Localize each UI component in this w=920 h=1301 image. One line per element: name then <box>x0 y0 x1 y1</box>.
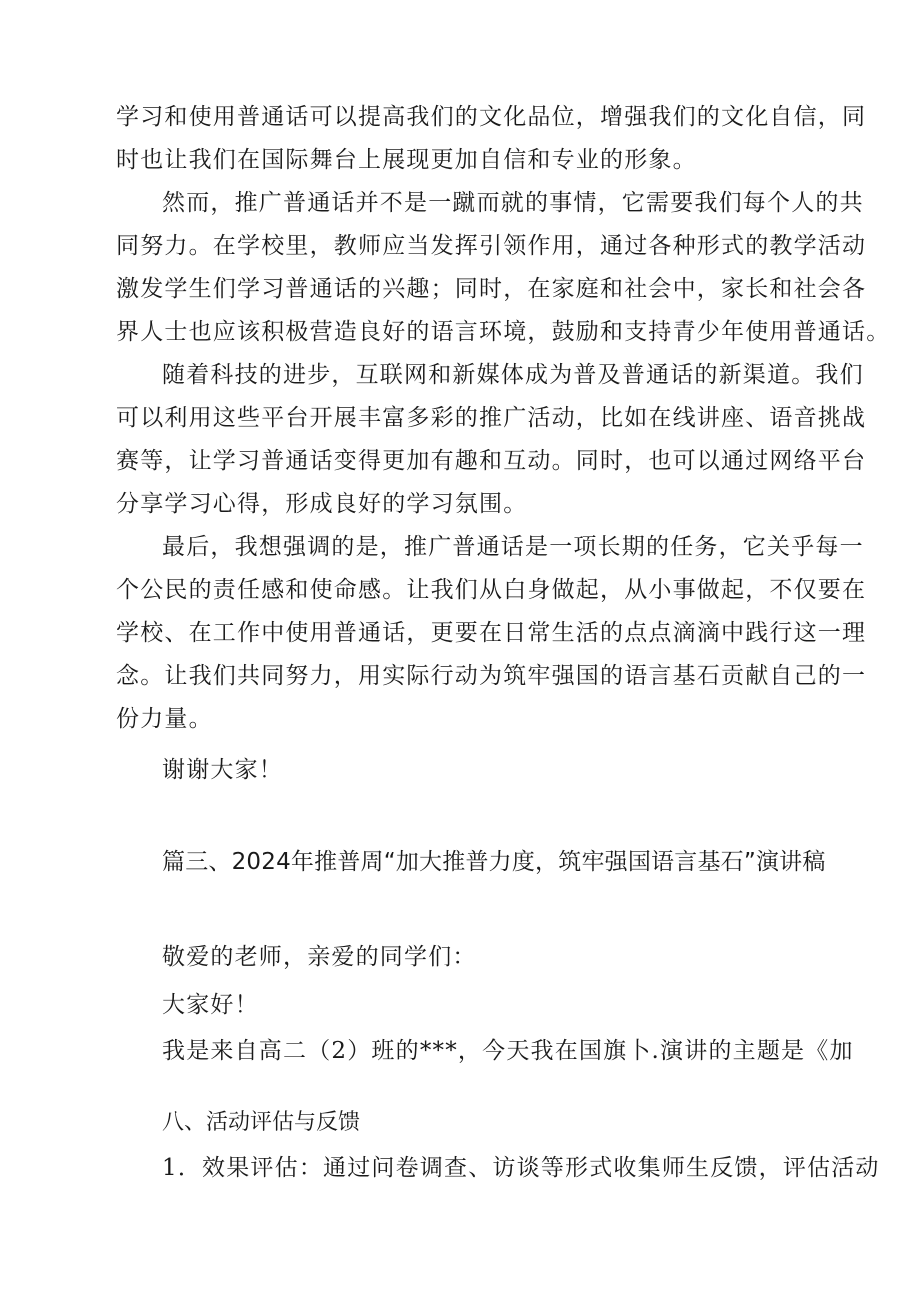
paragraph-3-line-4: 分享学习心得，形成良好的学习氛围。 <box>116 491 528 517</box>
paragraph-1-line-2: 时也让我们在国际舞台上展现更加自信和专业的形象。 <box>116 147 697 173</box>
paragraph-4-line-2: 个公民的责任感和使命感。让我们从白身做起，从小事做起，不仅要在 <box>116 577 867 603</box>
paragraph-4-line-4: 念。让我们共同努力，用实际行动为筑牢强国的语言基石贡献自己的一 <box>116 663 867 689</box>
paragraph-2-line-2: 同努力。在学校里，教师应当发挥引领作用，通过各种形式的教学活动 <box>116 233 867 259</box>
closing-text: 谢谢大家！ <box>162 757 283 783</box>
paragraph-4-line-1: 最后，我想强调的是，推广普通话是一项长期的任务，它关乎每一 <box>162 534 864 560</box>
paragraph-3-line-3: 赛等，让学习普通话变得更加有趣和互动。同时，也可以通过网络平台 <box>116 448 867 474</box>
section-heading: 篇三、2024年推普周“加大推普力度，筑牢强国语言基石”演讲稿 <box>162 849 826 875</box>
paragraph-2-line-3: 激发学生们学习普通话的兴趣；同时，在家庭和社会中，家长和社会各 <box>116 276 867 302</box>
evaluation-item-1: 1．效果评估：通过问卷调查、访谈等形式收集师生反馈，评估活动 <box>162 1155 880 1181</box>
evaluation-subheading: 八、活动评估与反馈 <box>162 1110 361 1135</box>
paragraph-1-line-1: 学习和使用普通话可以提高我们的文化品位，增强我们的文化自信，同 <box>116 104 867 130</box>
paragraph-2-line-1: 然而，推广普通话并不是一蹴而就的事情，它需要我们每个人的共 <box>162 190 864 216</box>
greeting-text: 大家好！ <box>162 992 259 1018</box>
paragraph-3-line-2: 可以利用这些平台开展丰富多彩的推广活动，比如在线讲座、语音挑战 <box>116 405 867 431</box>
paragraph-3-line-1: 随着科技的进步，互联网和新媒体成为普及普通话的新渠道。我们 <box>162 362 864 388</box>
paragraph-4-line-3: 学校、在工作中使用普通话，更要在日常生活的点点滴滴中践行这一理 <box>116 620 867 646</box>
salutation-text: 敬爱的老师，亲爱的同学们： <box>162 944 477 970</box>
intro-line: 我是来自高二（2）班的***，今天我在国旗卜.演讲的主题是《加 <box>162 1038 854 1064</box>
paragraph-4-line-5: 份力量。 <box>116 706 213 732</box>
paragraph-2-line-4: 界人士也应该积极营造良好的语言环境，鼓励和支持青少年使用普通话。 <box>116 319 891 345</box>
